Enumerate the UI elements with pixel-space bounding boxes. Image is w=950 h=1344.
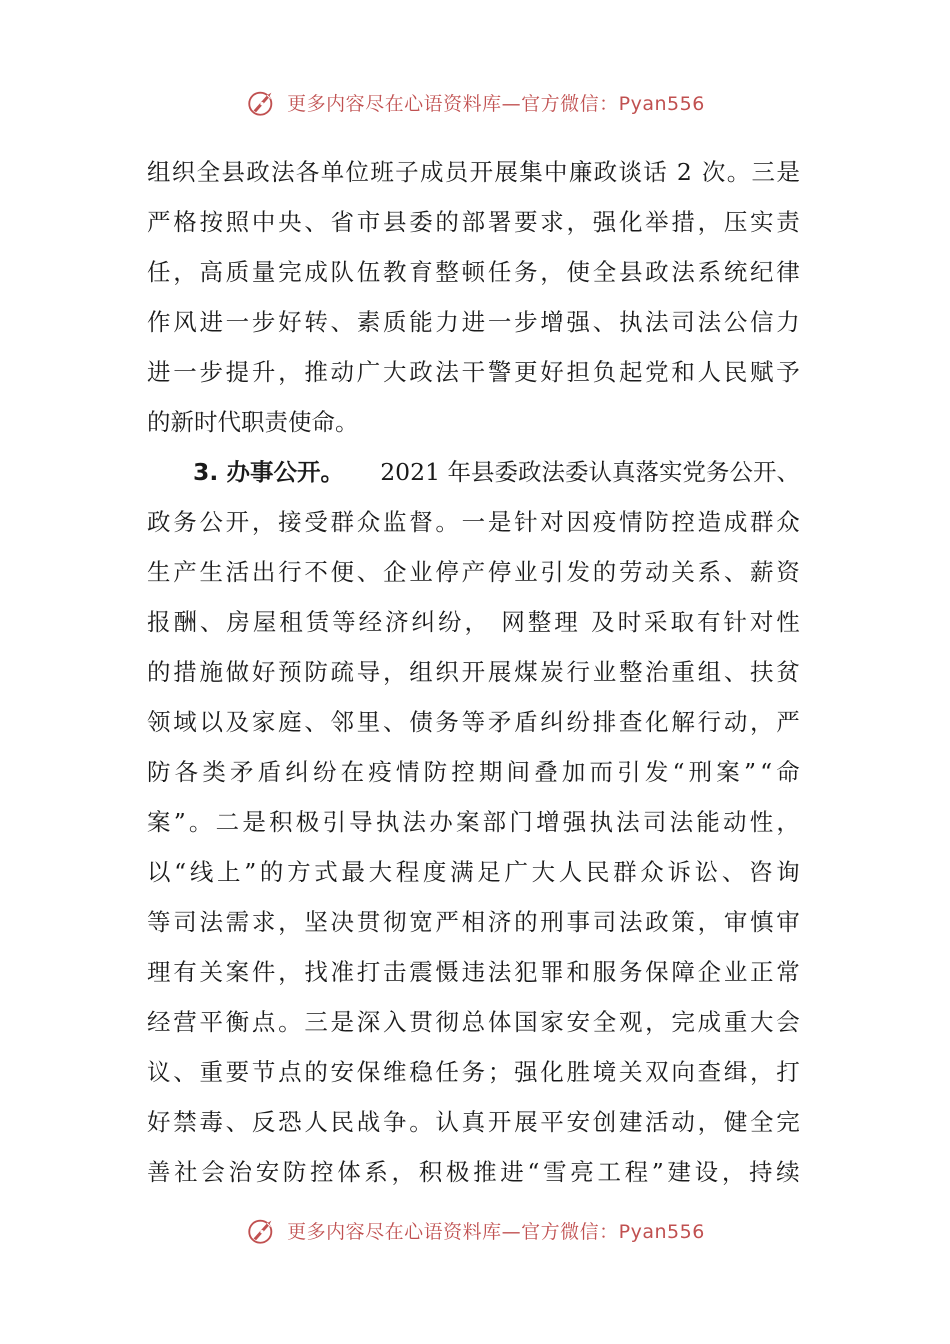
- text-line: 善 社 会 治 安 防 控 体 系 ， 积 极 推 进 “ 雪 亮 工 程 ” 建 设 ， 持 续: [147, 1158, 800, 1186]
- text-line-first: [0, 447, 950, 497]
- text-line: 理 有 关 案 件 ， 找 准 打 击 震 慑 违 法 犯 罪 和 服 务 保 障 企 业 正 常: [147, 958, 800, 986]
- paragraph-1: [0, 147, 950, 447]
- watermark-banner-top: [0, 82, 950, 122]
- text-run: 2021 年县委政法委认真落实党务公开、: [380, 458, 800, 486]
- watermark-banner-bottom: [0, 1210, 950, 1250]
- text-line: 的新时代职责使命。: [147, 408, 359, 436]
- document-body: [0, 147, 950, 1197]
- text-line: 防 各 类 矛 盾 纠 纷 在 疫 情 防 控 期 间 叠 加 而 引 发 “ 刑 案 ” “ 命: [147, 758, 800, 786]
- text-line: 报 酬 、 房 屋 租 赁 等 经 济 纠 纷 ， 网 整 理 及 时 采 取 有 针 对 性: [147, 608, 800, 636]
- watermark-text: 更多内容尽在心语资料库—官方微信：Pyan556: [287, 1220, 705, 1243]
- text-line: 的 措 施 做 好 预 防 疏 导 ， 组 织 开 展 煤 炭 行 业 整 治 重 组 、 扶 贫: [147, 658, 800, 686]
- text-line: 生 产 生 活 出 行 不 便 、 企 业 停 产 停 业 引 发 的 劳 动 关 系 、 薪 资: [147, 558, 800, 586]
- text-line: 等 司 法 需 求 ， 坚 决 贯 彻 宽 严 相 济 的 刑 事 司 法 政 策 ， 审 慎 审: [147, 908, 800, 936]
- text-line: 组 织 全 县 政 法 各 单 位 班 子 成 员 开 展 集 中 廉 政 谈 话 2 次 。 三 是: [147, 158, 800, 186]
- text-line: 经 营 平 衡 点 。 三 是 深 入 贯 彻 总 体 国 家 安 全 观 ， 完 成 重 大 会: [147, 1008, 800, 1036]
- pen-nib-circle-logo-icon: [245, 1213, 279, 1247]
- text-line: 以 “ 线 上 ” 的 方 式 最 大 程 度 满 足 广 大 人 民 群 众 诉 讼 、 咨 询: [147, 858, 800, 886]
- text-line: 任 ， 高 质 量 完 成 队 伍 教 育 整 顿 任 务 ， 使 全 县 政 法 系 统 纪 律: [147, 258, 800, 286]
- paragraph-2: [0, 447, 950, 1197]
- text-line: 严 格 按 照 中 央 、 省 市 县 委 的 部 署 要 求 ， 强 化 举 措 ， 压 实 责: [147, 208, 800, 236]
- text-line: 政 务 公 开 ， 接 受 群 众 监 督 。 一 是 针 对 因 疫 情 防 控 造 成 群 众: [147, 508, 800, 536]
- watermark-text: 更多内容尽在心语资料库—官方微信：Pyan556: [287, 92, 705, 115]
- text-line: 进 一 步 提 升 ， 推 动 广 大 政 法 干 警 更 好 担 负 起 党 和 人 民 赋 予: [147, 358, 800, 386]
- section-heading: 3. 办事公开。: [193, 458, 344, 486]
- text-line: 好 禁 毒 、 反 恐 人 民 战 争 。 认 真 开 展 平 安 创 建 活 动 ， 健 全 完: [147, 1108, 800, 1136]
- text-line: 领 域 以 及 家 庭 、 邻 里 、 债 务 等 矛 盾 纠 纷 排 查 化 解 行 动 ， 严: [147, 708, 800, 736]
- pen-nib-circle-logo-icon: [245, 85, 279, 119]
- text-line: 案 ” 。 二 是 积 极 引 导 执 法 办 案 部 门 增 强 执 法 司 法 能 动 性 ，: [147, 808, 800, 836]
- text-line: 议 、 重 要 节 点 的 安 保 维 稳 任 务 ； 强 化 胜 境 关 双 向 查 缉 ， 打: [147, 1058, 800, 1086]
- text-line: 作 风 进 一 步 好 转 、 素 质 能 力 进 一 步 增 强 、 执 法 司 法 公 信 力: [147, 308, 800, 336]
